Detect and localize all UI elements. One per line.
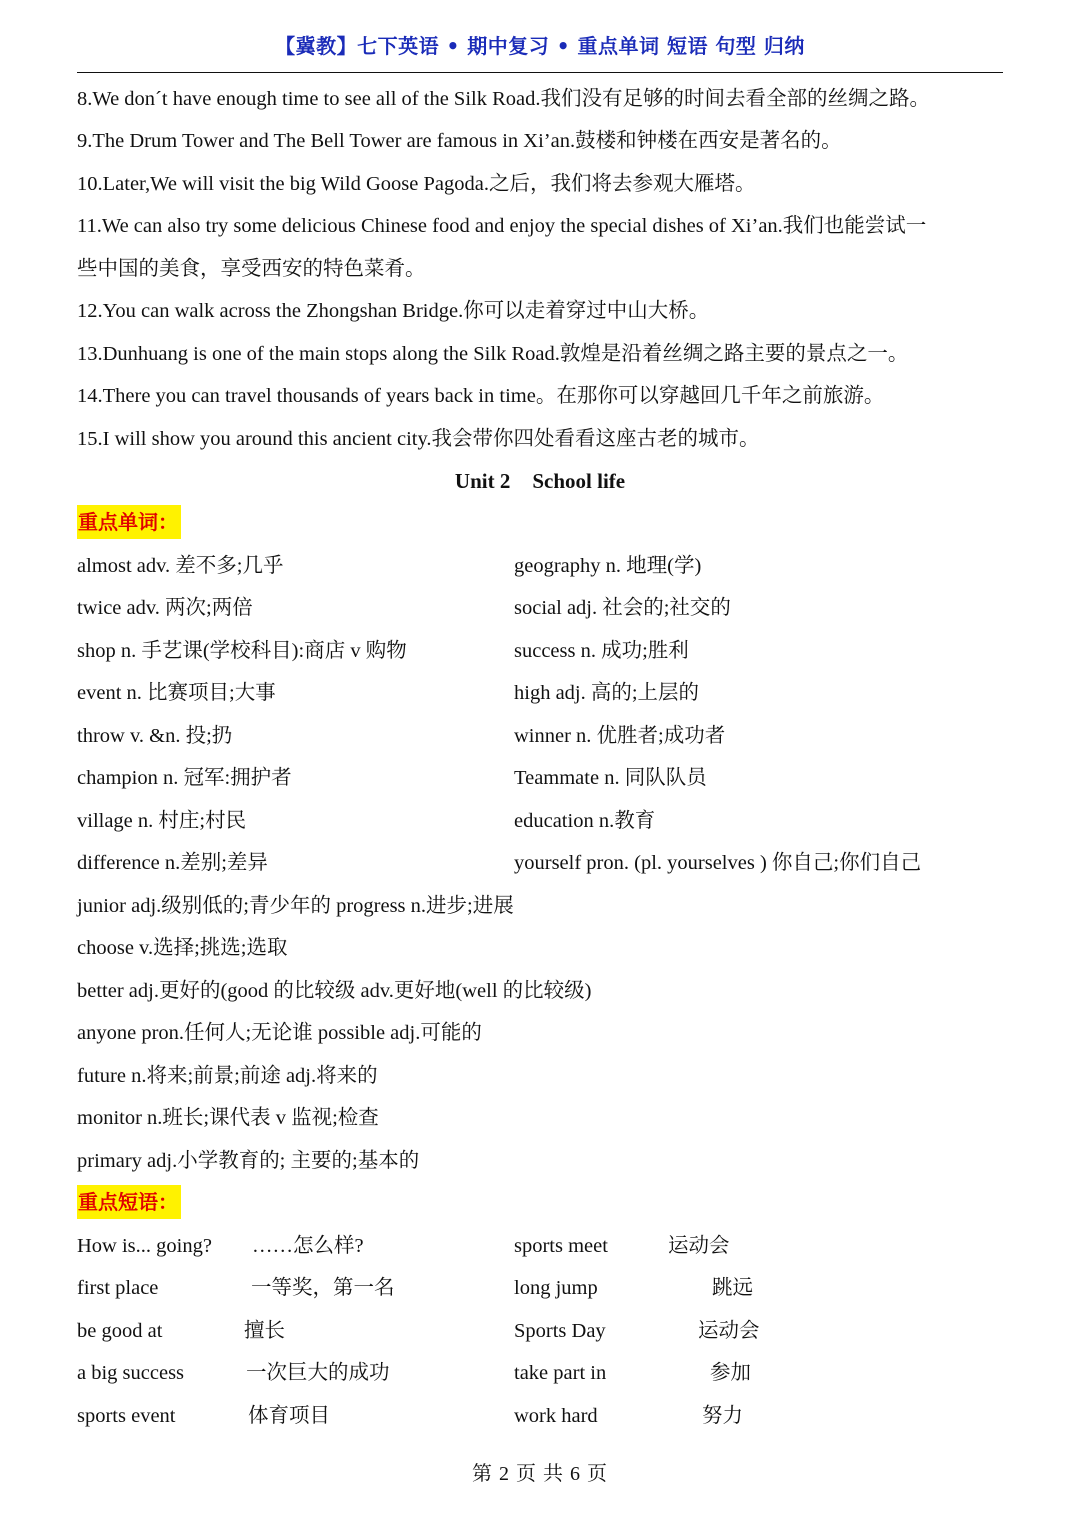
phrase-zh-left: ……怎么样?	[252, 1235, 364, 1257]
phrase-en-left: first place	[77, 1277, 159, 1299]
word-entry-left: event n. 比赛项目;大事	[77, 682, 276, 704]
phrase-en-left: be good at	[77, 1320, 163, 1342]
sentence-10: 10.Later,We will visit the big Wild Goose Pagoda.之后，我们将去参观大雁塔。	[77, 173, 756, 195]
page-footer: 第 2 页 共 6 页	[472, 1463, 608, 1485]
word-entry-right: success n. 成功;胜利	[514, 640, 689, 662]
unit-title	[77, 467, 1003, 495]
word-entry-left: twice adv. 两次;两倍	[77, 597, 253, 619]
phrase-en-right: long jump	[514, 1277, 598, 1299]
phrase-en-left: a big success	[77, 1362, 185, 1384]
phrase-en-left: sports event	[77, 1405, 176, 1427]
word-entry: anyone pron.任何人;无论谁 possible adj.可能的	[77, 1022, 482, 1044]
key-phrases-label: 重点短语：	[77, 1185, 181, 1219]
phrase-en-right: sports meet	[514, 1235, 608, 1257]
word-entry: future n.将来;前景;前途 adj.将来的	[77, 1065, 378, 1087]
word-entry-right: education n.教育	[514, 810, 656, 832]
word-entry-left: almost adv. 差不多;几乎	[77, 555, 284, 577]
word-entry-right: winner n. 优胜者;成功者	[514, 725, 726, 747]
sentence-11-continued: 些中国的美食，享受西安的特色菜肴。	[77, 258, 426, 280]
sentence-11: 11.We can also try some delicious Chinese food and enjoy the special dishes of Xi’an.我们也能尝试一	[77, 215, 927, 237]
word-entry-right: yourself pron. (pl. yourselves ) 你自己;你们自己	[514, 852, 922, 874]
phrase-zh-right: 努力	[702, 1405, 743, 1427]
sentence-9: 9.The Drum Tower and The Bell Tower are famous in Xi’an.鼓楼和钟楼在西安是著名的。	[77, 130, 842, 152]
phrase-en-right: take part in	[514, 1362, 607, 1384]
phrase-zh-right: 跳远	[712, 1277, 753, 1299]
word-entry: junior adj.级别低的;青少年的 progress n.进步;进展	[77, 895, 514, 917]
word-entry-left: throw v. &n. 投;扔	[77, 725, 233, 747]
word-entry: monitor n.班长;课代表 v 监视;检查	[77, 1107, 379, 1129]
word-entry: better adj.更好的(good 的比较级 adv.更好地(well 的比较级)	[77, 980, 592, 1002]
phrase-zh-left: 一次巨大的成功	[246, 1362, 390, 1384]
phrase-zh-right: 运动会	[668, 1235, 730, 1257]
word-entry-right: high adj. 高的;上层的	[514, 682, 700, 704]
phrase-zh-left: 擅长	[244, 1320, 285, 1342]
word-entry-right: social adj. 社会的;社交的	[514, 597, 731, 619]
word-entry-right: Teammate n. 同队队员	[514, 767, 707, 789]
unit-name: School life	[532, 469, 626, 493]
phrase-en-right: Sports Day	[514, 1320, 606, 1342]
page-header-title: 【冀教】七下英语 • 期中复习 • 重点单词 短语 句型 归纳	[275, 34, 805, 58]
sentence-8: 8.We don´t have enough time to see all of the Silk Road.我们没有足够的时间去看全部的丝绸之路。	[77, 88, 930, 110]
sentence-12: 12.You can walk across the Zhongshan Bridge.你可以走着穿过中山大桥。	[77, 300, 710, 322]
phrase-zh-left: 一等奖，第一名	[251, 1277, 395, 1299]
word-entry: choose v.选择;挑选;选取	[77, 937, 288, 959]
phrase-zh-left: 体育项目	[248, 1405, 330, 1427]
phrase-zh-right: 运动会	[698, 1320, 760, 1342]
word-entry-left: shop n. 手艺课(学校科目):商店 v 购物	[77, 640, 407, 662]
sentence-15: 15.I will show you around this ancient city.我会带你四处看看这座古老的城市。	[77, 428, 760, 450]
unit-number: Unit 2	[454, 469, 511, 493]
word-entry-left: difference n.差别;差异	[77, 852, 268, 874]
phrase-zh-right: 参加	[710, 1362, 751, 1384]
phrase-en-left: How is... going?	[77, 1235, 212, 1257]
word-entry-left: champion n. 冠军:拥护者	[77, 767, 292, 789]
sentence-13: 13.Dunhuang is one of the main stops along the Silk Road.敦煌是沿着丝绸之路主要的景点之一。	[77, 343, 909, 365]
word-entry: primary adj.小学教育的; 主要的;基本的	[77, 1150, 420, 1172]
sentence-14: 14.There you can travel thousands of years back in time。在那你可以穿越回几千年之前旅游。	[77, 385, 885, 407]
header-divider	[77, 72, 1003, 73]
key-words-label: 重点单词：	[77, 505, 181, 539]
word-entry-right: geography n. 地理(学)	[514, 555, 702, 577]
phrase-en-right: work hard	[514, 1405, 598, 1427]
word-entry-left: village n. 村庄;村民	[77, 810, 247, 832]
